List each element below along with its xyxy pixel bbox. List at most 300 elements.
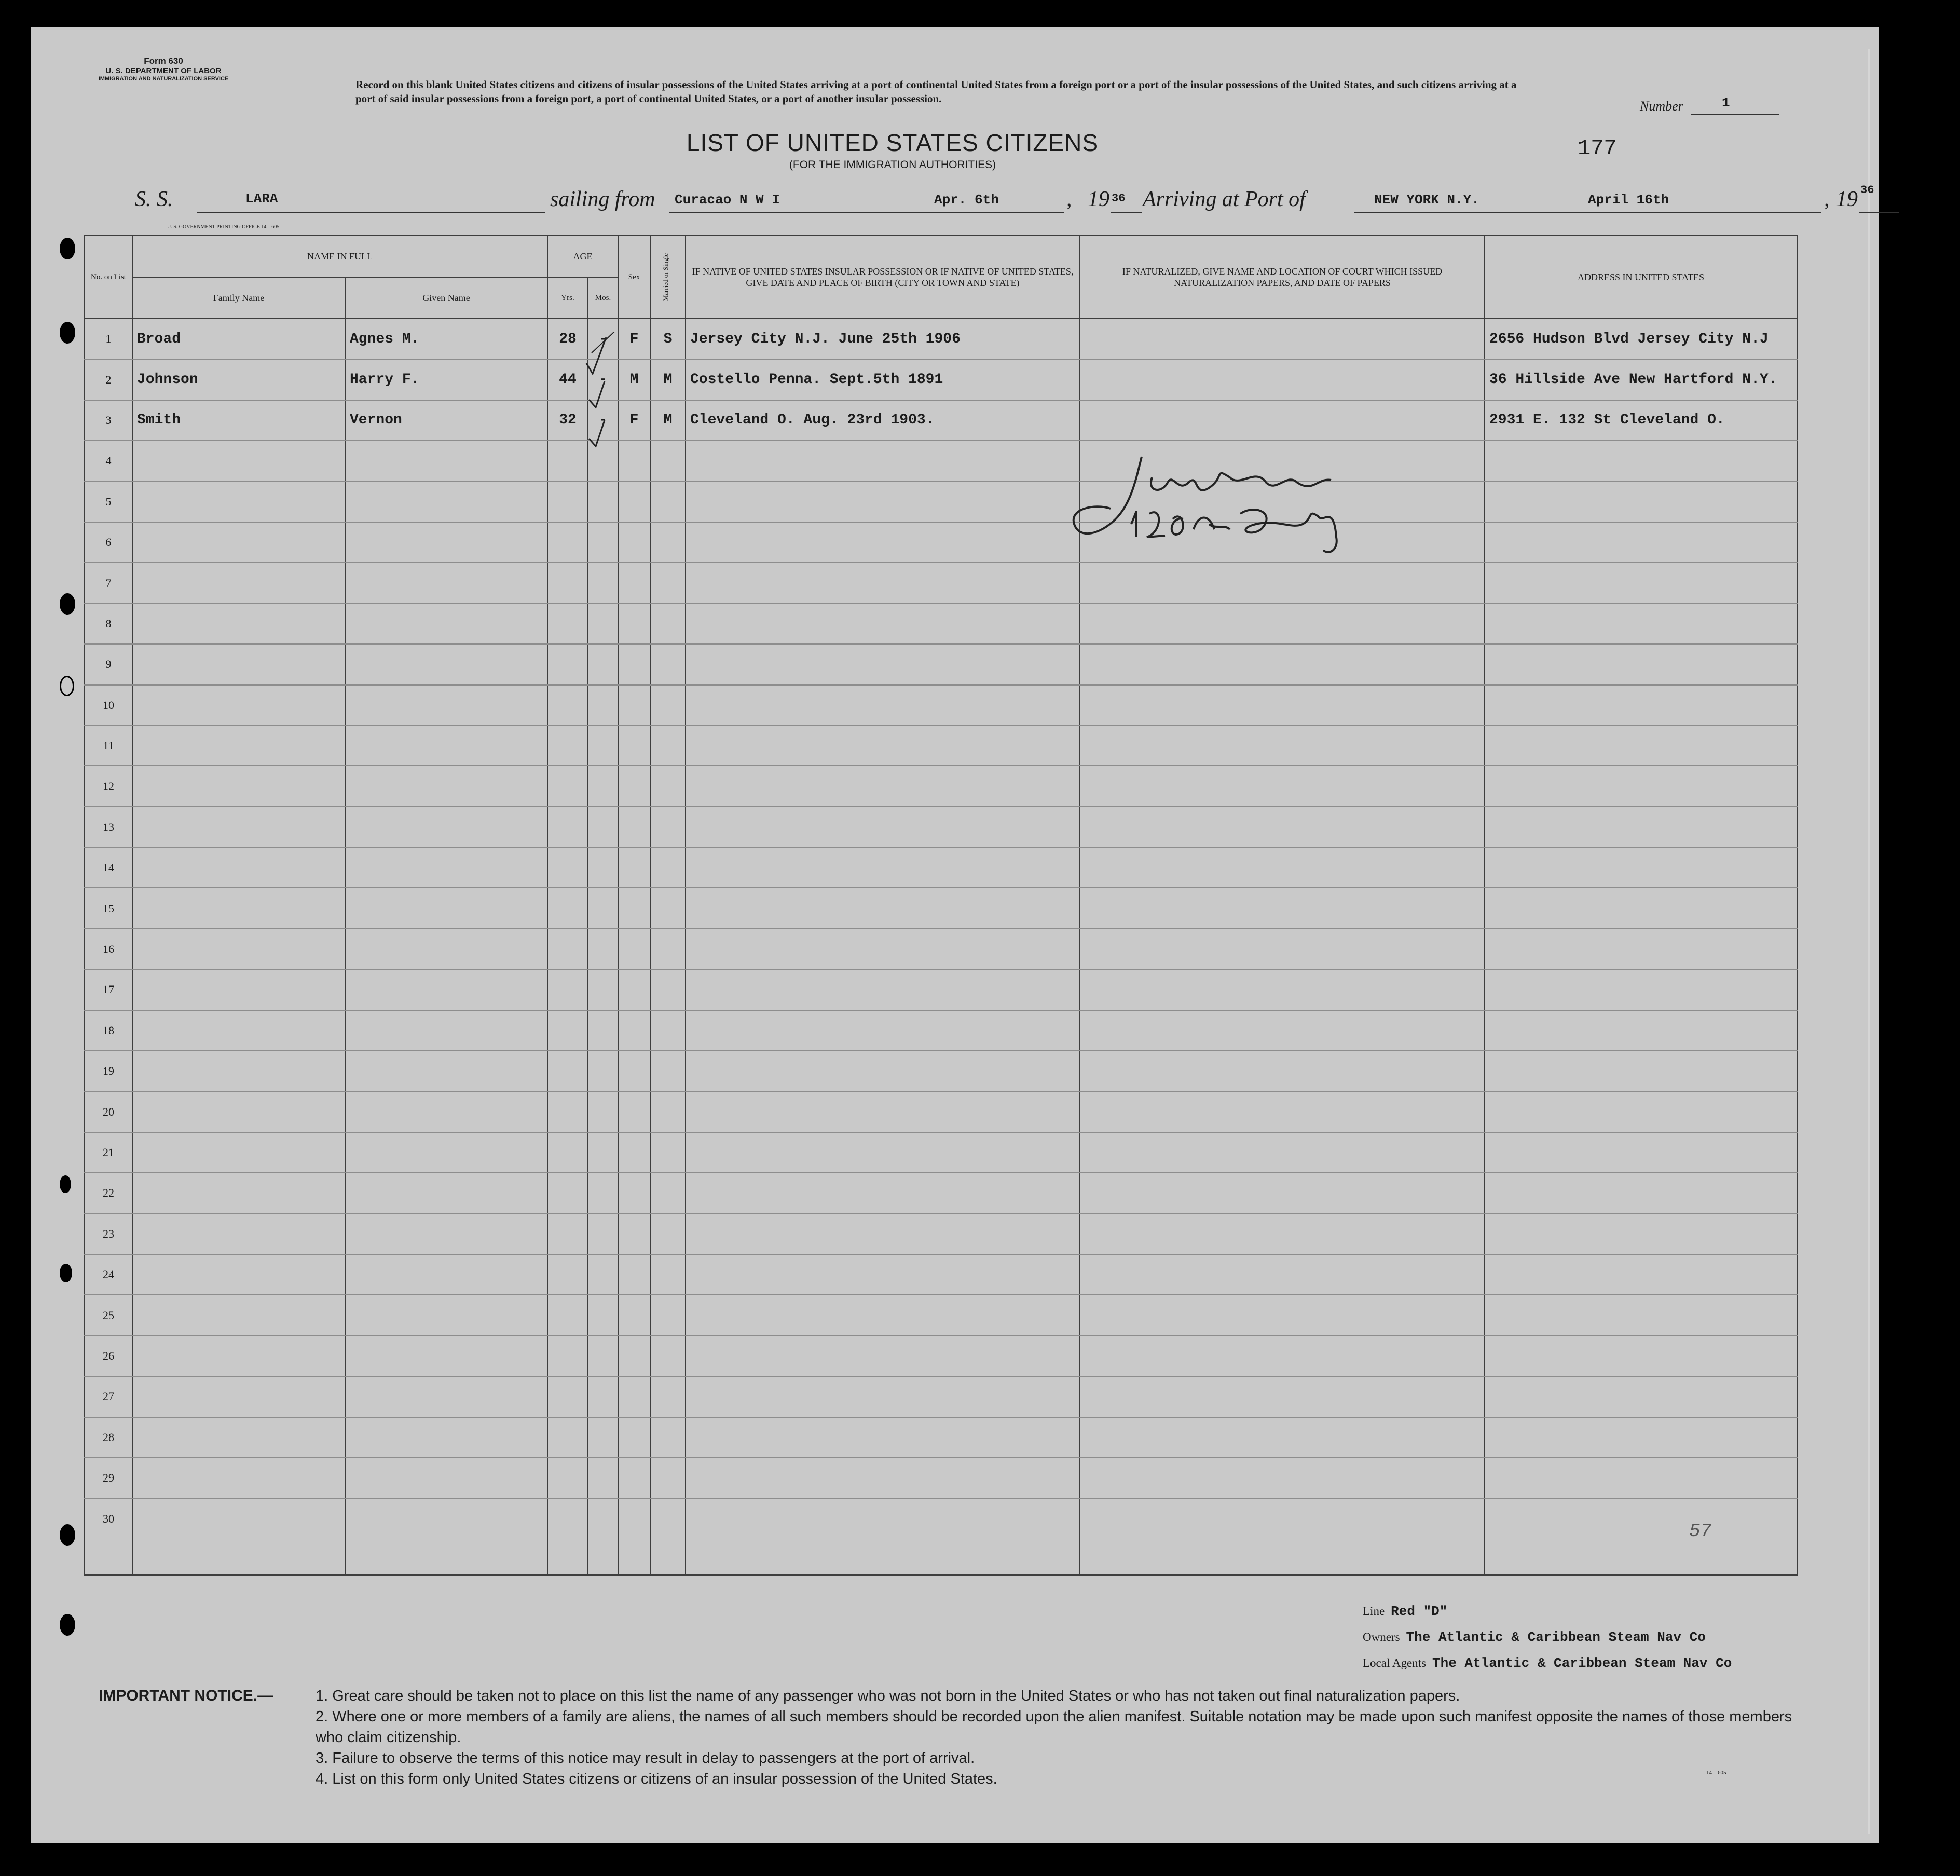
table-row bbox=[85, 563, 1797, 603]
cell-birth bbox=[686, 604, 1080, 644]
cell-given bbox=[345, 969, 547, 1010]
cell-yrs bbox=[547, 482, 588, 522]
table-row bbox=[85, 685, 1797, 725]
departure-date: Apr. 6th bbox=[934, 192, 999, 208]
cell-address bbox=[1485, 969, 1797, 1010]
cell-given bbox=[345, 1498, 547, 1575]
cell-ms bbox=[650, 1214, 686, 1254]
cell-ms bbox=[650, 1458, 686, 1498]
cell-address bbox=[1485, 604, 1797, 644]
table-row bbox=[85, 1010, 1797, 1051]
cell-mos bbox=[588, 847, 618, 888]
cell-address bbox=[1485, 1091, 1797, 1132]
table-row bbox=[85, 725, 1797, 766]
cell-no: 4 bbox=[85, 441, 132, 481]
cell-natz bbox=[1080, 1336, 1485, 1376]
cell-no: 8 bbox=[85, 604, 132, 644]
cell-ms bbox=[650, 1010, 686, 1051]
cell-address bbox=[1485, 1254, 1797, 1295]
cell-ms bbox=[650, 807, 686, 847]
cell-given bbox=[345, 1458, 547, 1498]
cell-sex bbox=[618, 1010, 650, 1051]
cell-given bbox=[345, 1295, 547, 1335]
cell-natz bbox=[1080, 1051, 1485, 1091]
cell-sex bbox=[618, 969, 650, 1010]
table-row bbox=[85, 969, 1797, 1010]
col-header-married bbox=[650, 236, 686, 319]
table-row bbox=[85, 522, 1797, 563]
cell-natz bbox=[1080, 319, 1485, 359]
cell-birth bbox=[686, 807, 1080, 847]
line-value: Red "D" bbox=[1391, 1604, 1448, 1619]
cell-ms bbox=[650, 1295, 686, 1335]
cell-family bbox=[132, 522, 345, 563]
cell-sex bbox=[618, 847, 650, 888]
cell-sex bbox=[618, 1173, 650, 1213]
cell-family bbox=[132, 1010, 345, 1051]
cell-yrs bbox=[547, 604, 588, 644]
cell-family bbox=[132, 969, 345, 1010]
cell-birth bbox=[686, 1336, 1080, 1376]
cell-mos bbox=[588, 563, 618, 603]
cell-yrs bbox=[547, 522, 588, 563]
cell-given bbox=[345, 847, 547, 888]
cell-family bbox=[132, 1458, 345, 1498]
page-subtitle: (FOR THE IMMIGRATION AUTHORITIES) bbox=[789, 159, 996, 171]
passenger-table bbox=[84, 235, 1798, 1576]
cell-yrs bbox=[547, 1173, 588, 1213]
cell-sex bbox=[618, 929, 650, 969]
table-row bbox=[85, 888, 1797, 928]
cell-given bbox=[345, 482, 547, 522]
cell-given bbox=[345, 1214, 547, 1254]
table-row bbox=[85, 644, 1797, 684]
col-header-naturalized: IF NATURALIZED, GIVE NAME AND LOCATION OF COURT WHICH ISSUED NATURALIZATION PAPERS, AND DATE OF PAPERS bbox=[1080, 236, 1485, 319]
cell-yrs: 28 bbox=[547, 319, 588, 359]
cell-birth bbox=[686, 1458, 1080, 1498]
cell-natz bbox=[1080, 685, 1485, 725]
cell-address bbox=[1485, 1417, 1797, 1458]
footer-code: 14—605 bbox=[1706, 1770, 1726, 1776]
cell-family: Johnson bbox=[132, 359, 345, 400]
cell-family bbox=[132, 1336, 345, 1376]
cell-given bbox=[345, 604, 547, 644]
cell-ms bbox=[650, 1132, 686, 1173]
cell-birth: Cleveland O. Aug. 23rd 1903. bbox=[686, 400, 1080, 441]
voyage-line: S. S. LARA sailing from Curacao N W I Apr. 6th , 19 36 Arriving at Port of NEW YORK N.Y. April 16th , 19 36 bbox=[135, 187, 1775, 218]
cell-birth bbox=[686, 969, 1080, 1010]
owners-value: The Atlantic & Caribbean Steam Nav Co bbox=[1406, 1629, 1706, 1645]
cell-mos bbox=[588, 888, 618, 928]
cell-natz bbox=[1080, 1376, 1485, 1417]
cell-yrs bbox=[547, 644, 588, 684]
cell-natz bbox=[1080, 1417, 1485, 1458]
cell-address bbox=[1485, 1458, 1797, 1498]
cell-no: 13 bbox=[85, 807, 132, 847]
ship-name: LARA bbox=[245, 191, 278, 207]
departure-year: 36 bbox=[1112, 192, 1126, 205]
cell-yrs bbox=[547, 1214, 588, 1254]
cell-address bbox=[1485, 725, 1797, 766]
cell-sex bbox=[618, 1132, 650, 1173]
cell-yrs bbox=[547, 766, 588, 806]
cell-given bbox=[345, 1254, 547, 1295]
cell-given bbox=[345, 766, 547, 806]
cell-sex bbox=[618, 1417, 650, 1458]
number-label: Number bbox=[1640, 99, 1683, 114]
cell-mos bbox=[588, 1336, 618, 1376]
cell-sex bbox=[618, 766, 650, 806]
table-row bbox=[85, 929, 1797, 969]
arrival-date: April 16th bbox=[1588, 192, 1669, 208]
cell-given: Vernon bbox=[345, 400, 547, 441]
cell-mos: - bbox=[588, 319, 618, 359]
cell-address bbox=[1485, 1173, 1797, 1213]
cell-sex bbox=[618, 888, 650, 928]
cell-mos bbox=[588, 1091, 618, 1132]
cell-yrs bbox=[547, 929, 588, 969]
cell-family bbox=[132, 1376, 345, 1417]
cell-ms: M bbox=[650, 400, 686, 441]
cell-ms bbox=[650, 1376, 686, 1417]
cell-no: 10 bbox=[85, 685, 132, 725]
col-header-sex: Sex bbox=[618, 236, 650, 319]
col-header-given-name: Given Name bbox=[345, 277, 547, 319]
notice-item bbox=[99, 1686, 1811, 1706]
cell-family bbox=[132, 1091, 345, 1132]
cell-birth bbox=[686, 929, 1080, 969]
cell-mos bbox=[588, 1295, 618, 1335]
cell-sex: F bbox=[618, 400, 650, 441]
cell-family bbox=[132, 644, 345, 684]
cell-sex bbox=[618, 522, 650, 563]
owners-row bbox=[1363, 1629, 1732, 1655]
notice-item-4: 4. List on this form only United States citizens or citizens of an insular possession of the United States. bbox=[316, 1771, 997, 1787]
cell-birth bbox=[686, 1417, 1080, 1458]
cell-mos bbox=[588, 807, 618, 847]
cell-yrs bbox=[547, 1091, 588, 1132]
cell-natz bbox=[1080, 400, 1485, 441]
cell-family bbox=[132, 1051, 345, 1091]
cell-natz bbox=[1080, 644, 1485, 684]
notice-item-3: 3. Failure to observe the terms of this notice may result in delay to passengers at the port of arrival. bbox=[316, 1750, 975, 1767]
table-row bbox=[85, 359, 1797, 400]
cell-family bbox=[132, 929, 345, 969]
cell-address bbox=[1485, 847, 1797, 888]
cell-given bbox=[345, 1173, 547, 1213]
cell-mos bbox=[588, 482, 618, 522]
cell-given bbox=[345, 888, 547, 928]
cell-yrs bbox=[547, 1336, 588, 1376]
cell-given bbox=[345, 929, 547, 969]
cell-no: 15 bbox=[85, 888, 132, 928]
cell-birth bbox=[686, 1254, 1080, 1295]
cell-birth bbox=[686, 1173, 1080, 1213]
cell-mos bbox=[588, 929, 618, 969]
cell-address bbox=[1485, 1376, 1797, 1417]
owners-label: Owners bbox=[1363, 1631, 1400, 1644]
cell-sex bbox=[618, 725, 650, 766]
checkmark-marks bbox=[576, 332, 649, 451]
table-row bbox=[85, 1336, 1797, 1376]
table-row bbox=[85, 400, 1797, 441]
cell-no: 6 bbox=[85, 522, 132, 563]
line-label: Line bbox=[1363, 1605, 1385, 1618]
cell-no: 11 bbox=[85, 725, 132, 766]
cell-mos bbox=[588, 522, 618, 563]
col-header-mos: Mos. bbox=[588, 277, 618, 319]
cell-given: Harry F. bbox=[345, 359, 547, 400]
cell-no: 24 bbox=[85, 1254, 132, 1295]
cell-birth bbox=[686, 482, 1080, 522]
agents-row bbox=[1363, 1655, 1732, 1681]
cell-natz bbox=[1080, 604, 1485, 644]
table-row bbox=[85, 1254, 1797, 1295]
cell-ms bbox=[650, 644, 686, 684]
cell-no: 19 bbox=[85, 1051, 132, 1091]
cell-no: 18 bbox=[85, 1010, 132, 1051]
col-header-address: ADDRESS IN UNITED STATES bbox=[1485, 236, 1797, 319]
cell-sex bbox=[618, 807, 650, 847]
cell-no: 12 bbox=[85, 766, 132, 806]
cell-sex bbox=[618, 604, 650, 644]
punch-hole bbox=[60, 1524, 75, 1546]
cell-family bbox=[132, 1254, 345, 1295]
table-row bbox=[85, 1214, 1797, 1254]
cell-given bbox=[345, 1132, 547, 1173]
cell-mos bbox=[588, 604, 618, 644]
cell-birth bbox=[686, 766, 1080, 806]
cell-ms bbox=[650, 522, 686, 563]
number-underline bbox=[1691, 114, 1779, 115]
cell-natz bbox=[1080, 1132, 1485, 1173]
table-row bbox=[85, 847, 1797, 888]
cell-no: 28 bbox=[85, 1417, 132, 1458]
cell-ms bbox=[650, 1417, 686, 1458]
instructions-text: Record on this blank United States citizens and citizens of insular possessions of the United States arriving at a port of continental United States from a foreign port or a port of the insular possessions of the United States, and such citizens arriving at a port of said insular possessions from a foreign port, a port of continental United States, or a port of another insular possession. bbox=[355, 78, 1517, 105]
cell-no: 20 bbox=[85, 1091, 132, 1132]
cell-natz bbox=[1080, 807, 1485, 847]
cell-yrs bbox=[547, 1376, 588, 1417]
cell-no: 14 bbox=[85, 847, 132, 888]
cell-natz bbox=[1080, 1214, 1485, 1254]
cell-birth: Costello Penna. Sept.5th 1891 bbox=[686, 359, 1080, 400]
cell-ms bbox=[650, 969, 686, 1010]
cell-yrs bbox=[547, 1051, 588, 1091]
table-row bbox=[85, 1091, 1797, 1132]
col-header-name-in-full: NAME IN FULL bbox=[132, 236, 547, 277]
cell-mos bbox=[588, 969, 618, 1010]
service: IMMIGRATION AND NATURALIZATION SERVICE bbox=[98, 76, 229, 83]
cell-given bbox=[345, 522, 547, 563]
cell-yrs bbox=[547, 1010, 588, 1051]
cell-family: Broad bbox=[132, 319, 345, 359]
cell-mos: - bbox=[588, 400, 618, 441]
page-title: LIST OF UNITED STATES CITIZENS bbox=[686, 129, 1099, 156]
cell-family bbox=[132, 1173, 345, 1213]
cell-natz bbox=[1080, 1010, 1485, 1051]
cell-mos bbox=[588, 1376, 618, 1417]
notice-item-1: 1. Great care should be taken not to place on this list the name of any passenger who was not born in the United States or who has not taken out final naturalization papers. bbox=[316, 1688, 1460, 1704]
cell-family bbox=[132, 847, 345, 888]
cell-family bbox=[132, 1295, 345, 1335]
cell-yrs bbox=[547, 888, 588, 928]
cell-yrs bbox=[547, 1254, 588, 1295]
cell-sex: M bbox=[618, 359, 650, 400]
table-row bbox=[85, 1132, 1797, 1173]
col-header-family-name: Family Name bbox=[132, 277, 345, 319]
cell-family bbox=[132, 725, 345, 766]
cell-birth bbox=[686, 725, 1080, 766]
cell-ms bbox=[650, 929, 686, 969]
cell-given bbox=[345, 1376, 547, 1417]
cell-given bbox=[345, 1336, 547, 1376]
number-value: 1 bbox=[1722, 95, 1730, 111]
cell-sex bbox=[618, 1336, 650, 1376]
cell-sex bbox=[618, 1254, 650, 1295]
cell-ms bbox=[650, 766, 686, 806]
cell-given bbox=[345, 1091, 547, 1132]
cell-address bbox=[1485, 685, 1797, 725]
cell-mos bbox=[588, 1254, 618, 1295]
cell-given bbox=[345, 807, 547, 847]
punch-hole bbox=[60, 322, 75, 344]
cell-birth bbox=[686, 1376, 1080, 1417]
arrival-year: 36 bbox=[1860, 184, 1874, 197]
cell-no: 3 bbox=[85, 400, 132, 441]
table-row bbox=[85, 1376, 1797, 1417]
cell-no: 23 bbox=[85, 1214, 132, 1254]
arrival-year-prefix: 19 bbox=[1836, 187, 1858, 211]
col-header-age: AGE bbox=[547, 236, 618, 277]
cell-birth bbox=[686, 1010, 1080, 1051]
year-prefix: 19 bbox=[1088, 187, 1109, 211]
cell-natz bbox=[1080, 1091, 1485, 1132]
cell-family bbox=[132, 1417, 345, 1458]
cell-ms bbox=[650, 888, 686, 928]
cell-mos bbox=[588, 766, 618, 806]
cell-given bbox=[345, 685, 547, 725]
cell-birth bbox=[686, 685, 1080, 725]
col-header-no: No. on List bbox=[85, 236, 132, 319]
cell-mos bbox=[588, 685, 618, 725]
cell-natz bbox=[1080, 359, 1485, 400]
cell-given: Agnes M. bbox=[345, 319, 547, 359]
cell-natz bbox=[1080, 847, 1485, 888]
cell-family bbox=[132, 1498, 345, 1575]
sailing-from-label: sailing from bbox=[550, 187, 655, 211]
cell-mos bbox=[588, 1417, 618, 1458]
stamp-number: 177 bbox=[1578, 136, 1617, 161]
cell-ms bbox=[650, 847, 686, 888]
cell-address bbox=[1485, 441, 1797, 481]
cell-family bbox=[132, 766, 345, 806]
notice-item bbox=[99, 1748, 1811, 1769]
notice-label: IMPORTANT NOTICE.— bbox=[99, 1687, 273, 1704]
col-header-birth: IF NATIVE OF UNITED STATES INSULAR POSSESSION OR IF NATIVE OF UNITED STATES, GIVE DATE AND PLACE OF BIRTH (CITY OR TOWN AND STATE) bbox=[686, 236, 1080, 319]
line-row bbox=[1363, 1604, 1732, 1629]
cell-mos bbox=[588, 1173, 618, 1213]
cell-ms bbox=[650, 725, 686, 766]
cell-address: 2656 Hudson Blvd Jersey City N.J bbox=[1485, 319, 1797, 359]
cell-sex bbox=[618, 563, 650, 603]
sailing-from-value: Curacao N W I bbox=[675, 192, 780, 208]
ss-label: S. S. bbox=[135, 187, 173, 211]
cell-yrs: 32 bbox=[547, 400, 588, 441]
cell-natz bbox=[1080, 563, 1485, 603]
cell-address bbox=[1485, 1498, 1797, 1575]
line-info bbox=[1363, 1604, 1732, 1681]
punch-hole bbox=[60, 1264, 72, 1282]
table-row bbox=[85, 1498, 1797, 1575]
cell-given bbox=[345, 1051, 547, 1091]
cell-mos bbox=[588, 1498, 618, 1575]
cell-natz bbox=[1080, 766, 1485, 806]
cell-ms bbox=[650, 1254, 686, 1295]
cell-no: 2 bbox=[85, 359, 132, 400]
cell-birth bbox=[686, 1051, 1080, 1091]
cell-address bbox=[1485, 1214, 1797, 1254]
punch-hole bbox=[60, 676, 74, 696]
cell-birth bbox=[686, 644, 1080, 684]
punch-hole bbox=[60, 1614, 75, 1636]
cell-no: 29 bbox=[85, 1458, 132, 1498]
cell-no: 17 bbox=[85, 969, 132, 1010]
cell-address bbox=[1485, 1336, 1797, 1376]
cell-address bbox=[1485, 563, 1797, 603]
cell-family bbox=[132, 563, 345, 603]
important-notice bbox=[99, 1686, 1811, 1789]
cell-mos bbox=[588, 725, 618, 766]
cell-mos bbox=[588, 1051, 618, 1091]
cell-natz bbox=[1080, 1254, 1485, 1295]
cell-address bbox=[1485, 766, 1797, 806]
cell-mos bbox=[588, 1458, 618, 1498]
cell-natz bbox=[1080, 1295, 1485, 1335]
cell-given bbox=[345, 644, 547, 684]
cell-yrs bbox=[547, 1458, 588, 1498]
cell-ms bbox=[650, 563, 686, 603]
cell-ms bbox=[650, 482, 686, 522]
married-label: Married or Single bbox=[661, 253, 669, 302]
cell-birth bbox=[686, 1091, 1080, 1132]
cell-address bbox=[1485, 1010, 1797, 1051]
col-header-yrs: Yrs. bbox=[547, 277, 588, 319]
cell-birth bbox=[686, 1132, 1080, 1173]
department: U. S. DEPARTMENT OF LABOR bbox=[105, 66, 222, 76]
table-row bbox=[85, 482, 1797, 522]
cell-no: 21 bbox=[85, 1132, 132, 1173]
edge-shadow bbox=[1868, 49, 1875, 1834]
cell-family bbox=[132, 1132, 345, 1173]
cell-yrs bbox=[547, 563, 588, 603]
cell-sex bbox=[618, 1295, 650, 1335]
cell-no: 9 bbox=[85, 644, 132, 684]
arrival-port: NEW YORK N.Y. bbox=[1374, 192, 1479, 208]
cell-sex bbox=[618, 1214, 650, 1254]
cell-sex bbox=[618, 1458, 650, 1498]
cell-sex: F bbox=[618, 319, 650, 359]
cell-natz bbox=[1080, 1498, 1485, 1575]
cell-given bbox=[345, 1010, 547, 1051]
cell-sex bbox=[618, 1498, 650, 1575]
cell-given bbox=[345, 1417, 547, 1458]
cell-sex bbox=[618, 685, 650, 725]
cell-address bbox=[1485, 522, 1797, 563]
form-id-block bbox=[65, 56, 262, 83]
cell-mos bbox=[588, 644, 618, 684]
table-row bbox=[85, 1295, 1797, 1335]
